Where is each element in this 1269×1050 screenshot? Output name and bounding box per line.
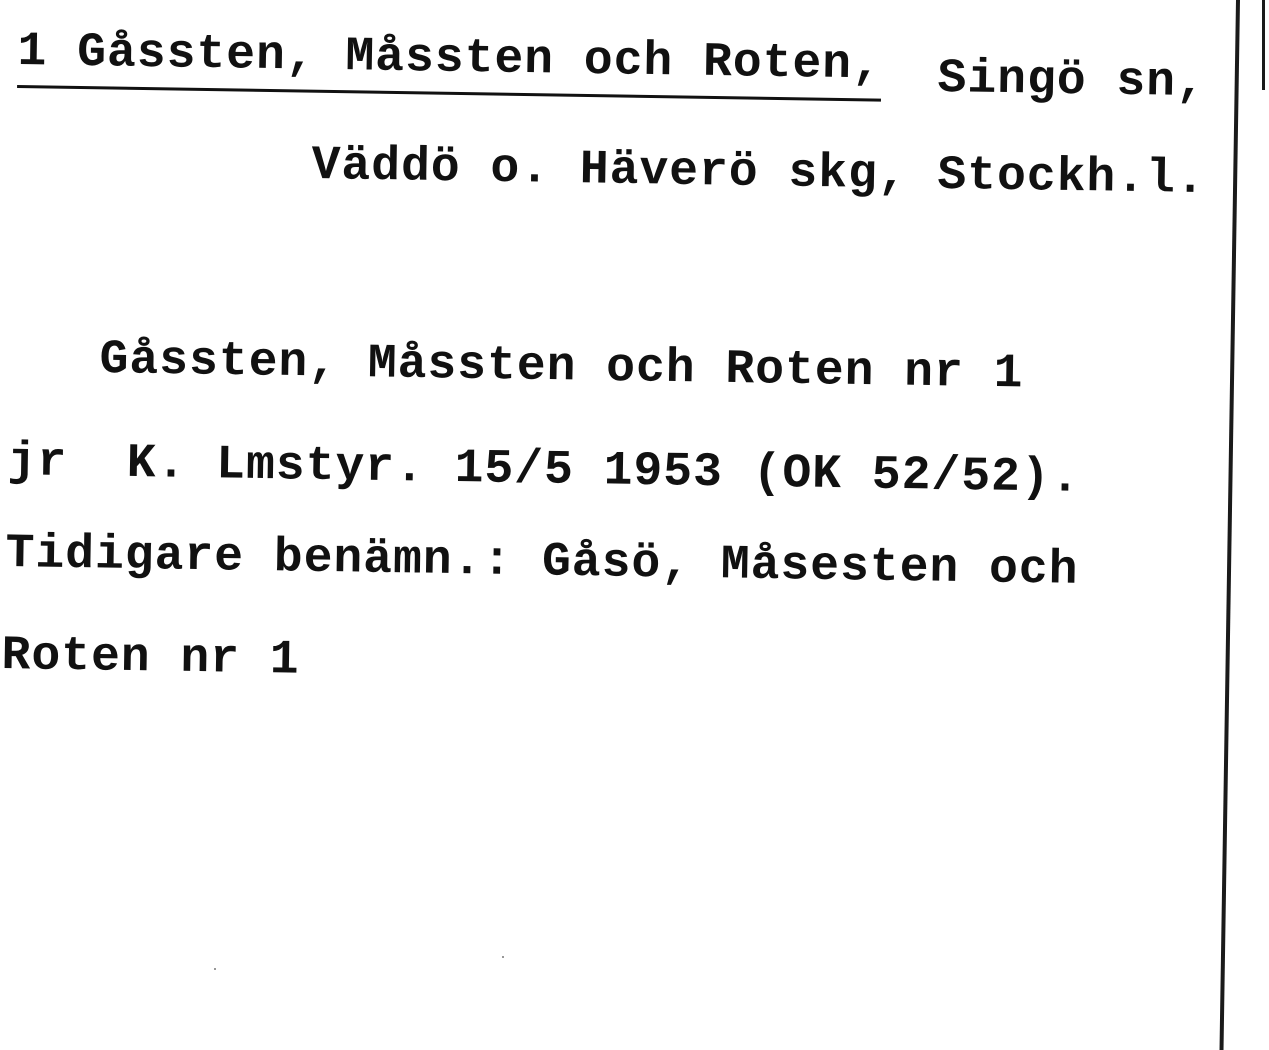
paper-speck [502, 956, 504, 958]
heading-title-block [17, 25, 883, 93]
card-edge-mark [1262, 0, 1265, 90]
paper-speck [214, 968, 216, 970]
heading-parish: Singö sn, [937, 52, 1207, 111]
body-line-former-names-cont: Roten nr 1 [1, 629, 301, 688]
heading-district: Väddö o. Häverö skg, Stockh.l. [311, 139, 1207, 208]
heading-title: 1 Gåssten, Måssten och Roten, [17, 25, 882, 102]
body-line-name: Gåssten, Måssten och Roten nr 1 [99, 333, 1024, 402]
body-line-decision: jr K. Lmstyr. 15/5 1953 (OK 52/52). [7, 435, 1081, 506]
body-line-former-names: Tidigare benämn.: Gåsö, Måsesten och [5, 527, 1079, 598]
card-edge-line [1220, 0, 1240, 1050]
